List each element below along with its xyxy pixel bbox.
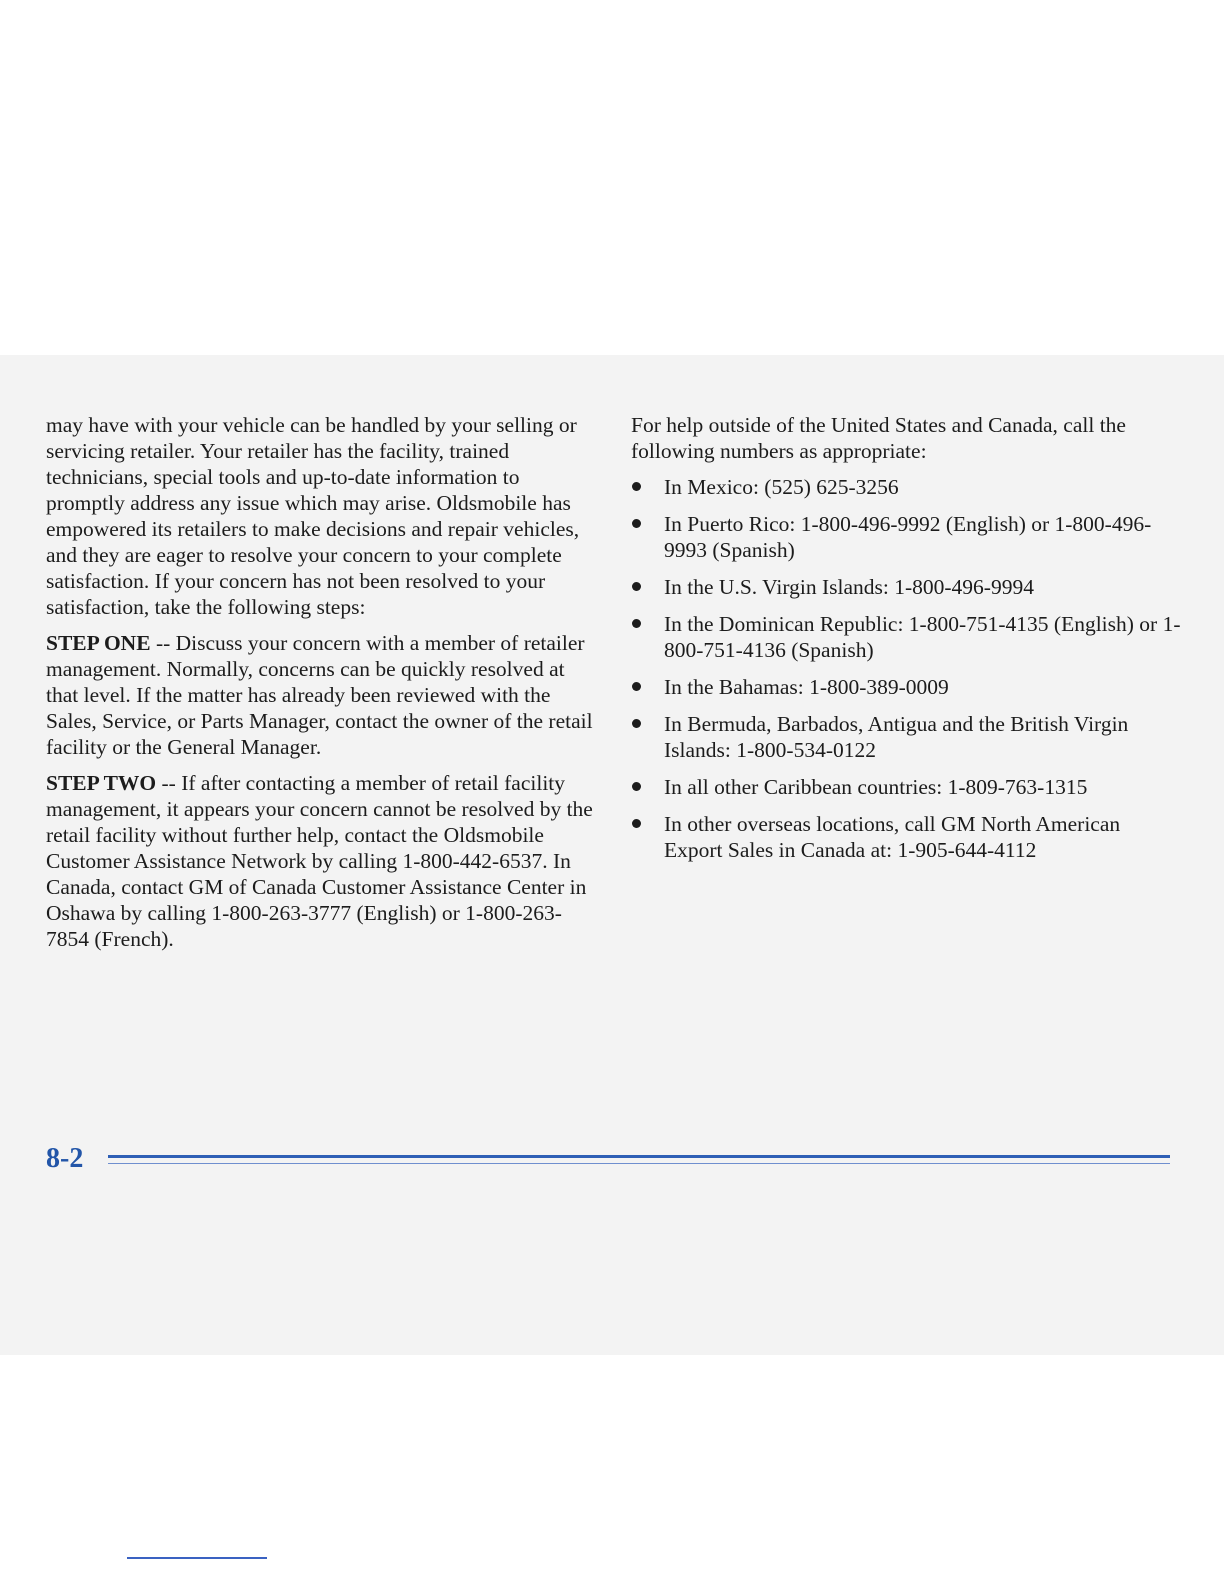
bullet-icon xyxy=(632,819,641,828)
list-item xyxy=(631,611,1181,663)
step-two-label: STEP TWO xyxy=(46,771,157,795)
bullet-icon xyxy=(632,782,641,791)
list-item xyxy=(631,574,1181,600)
step-one-label: STEP ONE xyxy=(46,631,151,655)
step-two-paragraph xyxy=(46,770,594,952)
step-one-text: -- Discuss your concern with a member of retailer management. Normally, concerns can be quickly resolved at that level. If the matter has already been reviewed with the Sales, Service, or Parts Manager, contact the owner of the retail facility or the General Manager. xyxy=(46,631,593,759)
list-item-text: In all other Caribbean countries: 1-809-763-1315 xyxy=(664,775,1088,799)
list-item-text: In the Dominican Republic: 1-800-751-4135 (English) or 1-800-751-4136 (Spanish) xyxy=(664,612,1181,662)
bullet-icon xyxy=(632,719,641,728)
bullet-icon xyxy=(632,682,641,691)
phone-number-list xyxy=(631,474,1181,863)
step-one-paragraph xyxy=(46,630,594,760)
right-column xyxy=(631,412,1181,874)
list-item xyxy=(631,711,1181,763)
list-item xyxy=(631,774,1181,800)
footer-rule xyxy=(108,1155,1170,1158)
list-item xyxy=(631,811,1181,863)
list-item xyxy=(631,474,1181,500)
list-item-text: In Bermuda, Barbados, Antigua and the British Virgin Islands: 1-800-534-0122 xyxy=(664,712,1129,762)
list-item-text: In Mexico: (525) 625-3256 xyxy=(664,475,899,499)
list-item-text: In other overseas locations, call GM North American Export Sales in Canada at: 1-905-644-4112 xyxy=(664,812,1121,862)
step-two-text: -- If after contacting a member of retail facility management, it appears your concern cannot be resolved by the retail facility without further help, contact the Oldsmobile Customer Assistance Network by calling 1-800-442-6537. In Canada, contact GM of Canada Customer Assistance Center in Oshawa by calling 1-800-263-3777 (English) or 1-800-263-7854 (French). xyxy=(46,771,593,951)
bullet-icon xyxy=(632,619,641,628)
intro-paragraph: may have with your vehicle can be handled by your selling or servicing retailer. Your retailer has the facility, trained technicians, special tools and up-to-date information to promptly address any issue which may arise. Oldsmobile has empowered its retailers to make decisions and repair vehicles, and they are eager to resolve your concern to your complete satisfaction. If your concern has not been resolved to your satisfaction, take the following steps: xyxy=(46,413,580,619)
bullet-icon xyxy=(632,519,641,528)
list-item xyxy=(631,511,1181,563)
international-intro: For help outside of the United States and Canada, call the following numbers as appropriate: xyxy=(631,413,1126,463)
page-number: 8-2 xyxy=(46,1143,84,1174)
list-item xyxy=(631,674,1181,700)
left-column xyxy=(46,412,594,962)
list-item-text: In Puerto Rico: 1-800-496-9992 (English) or 1-800-496-9993 (Spanish) xyxy=(664,512,1152,562)
bottom-link-underline[interactable] xyxy=(127,1557,267,1559)
bullet-icon xyxy=(632,482,641,491)
bullet-icon xyxy=(632,582,641,591)
list-item-text: In the Bahamas: 1-800-389-0009 xyxy=(664,675,949,699)
footer-rule-thin xyxy=(108,1163,1170,1164)
list-item-text: In the U.S. Virgin Islands: 1-800-496-9994 xyxy=(664,575,1034,599)
